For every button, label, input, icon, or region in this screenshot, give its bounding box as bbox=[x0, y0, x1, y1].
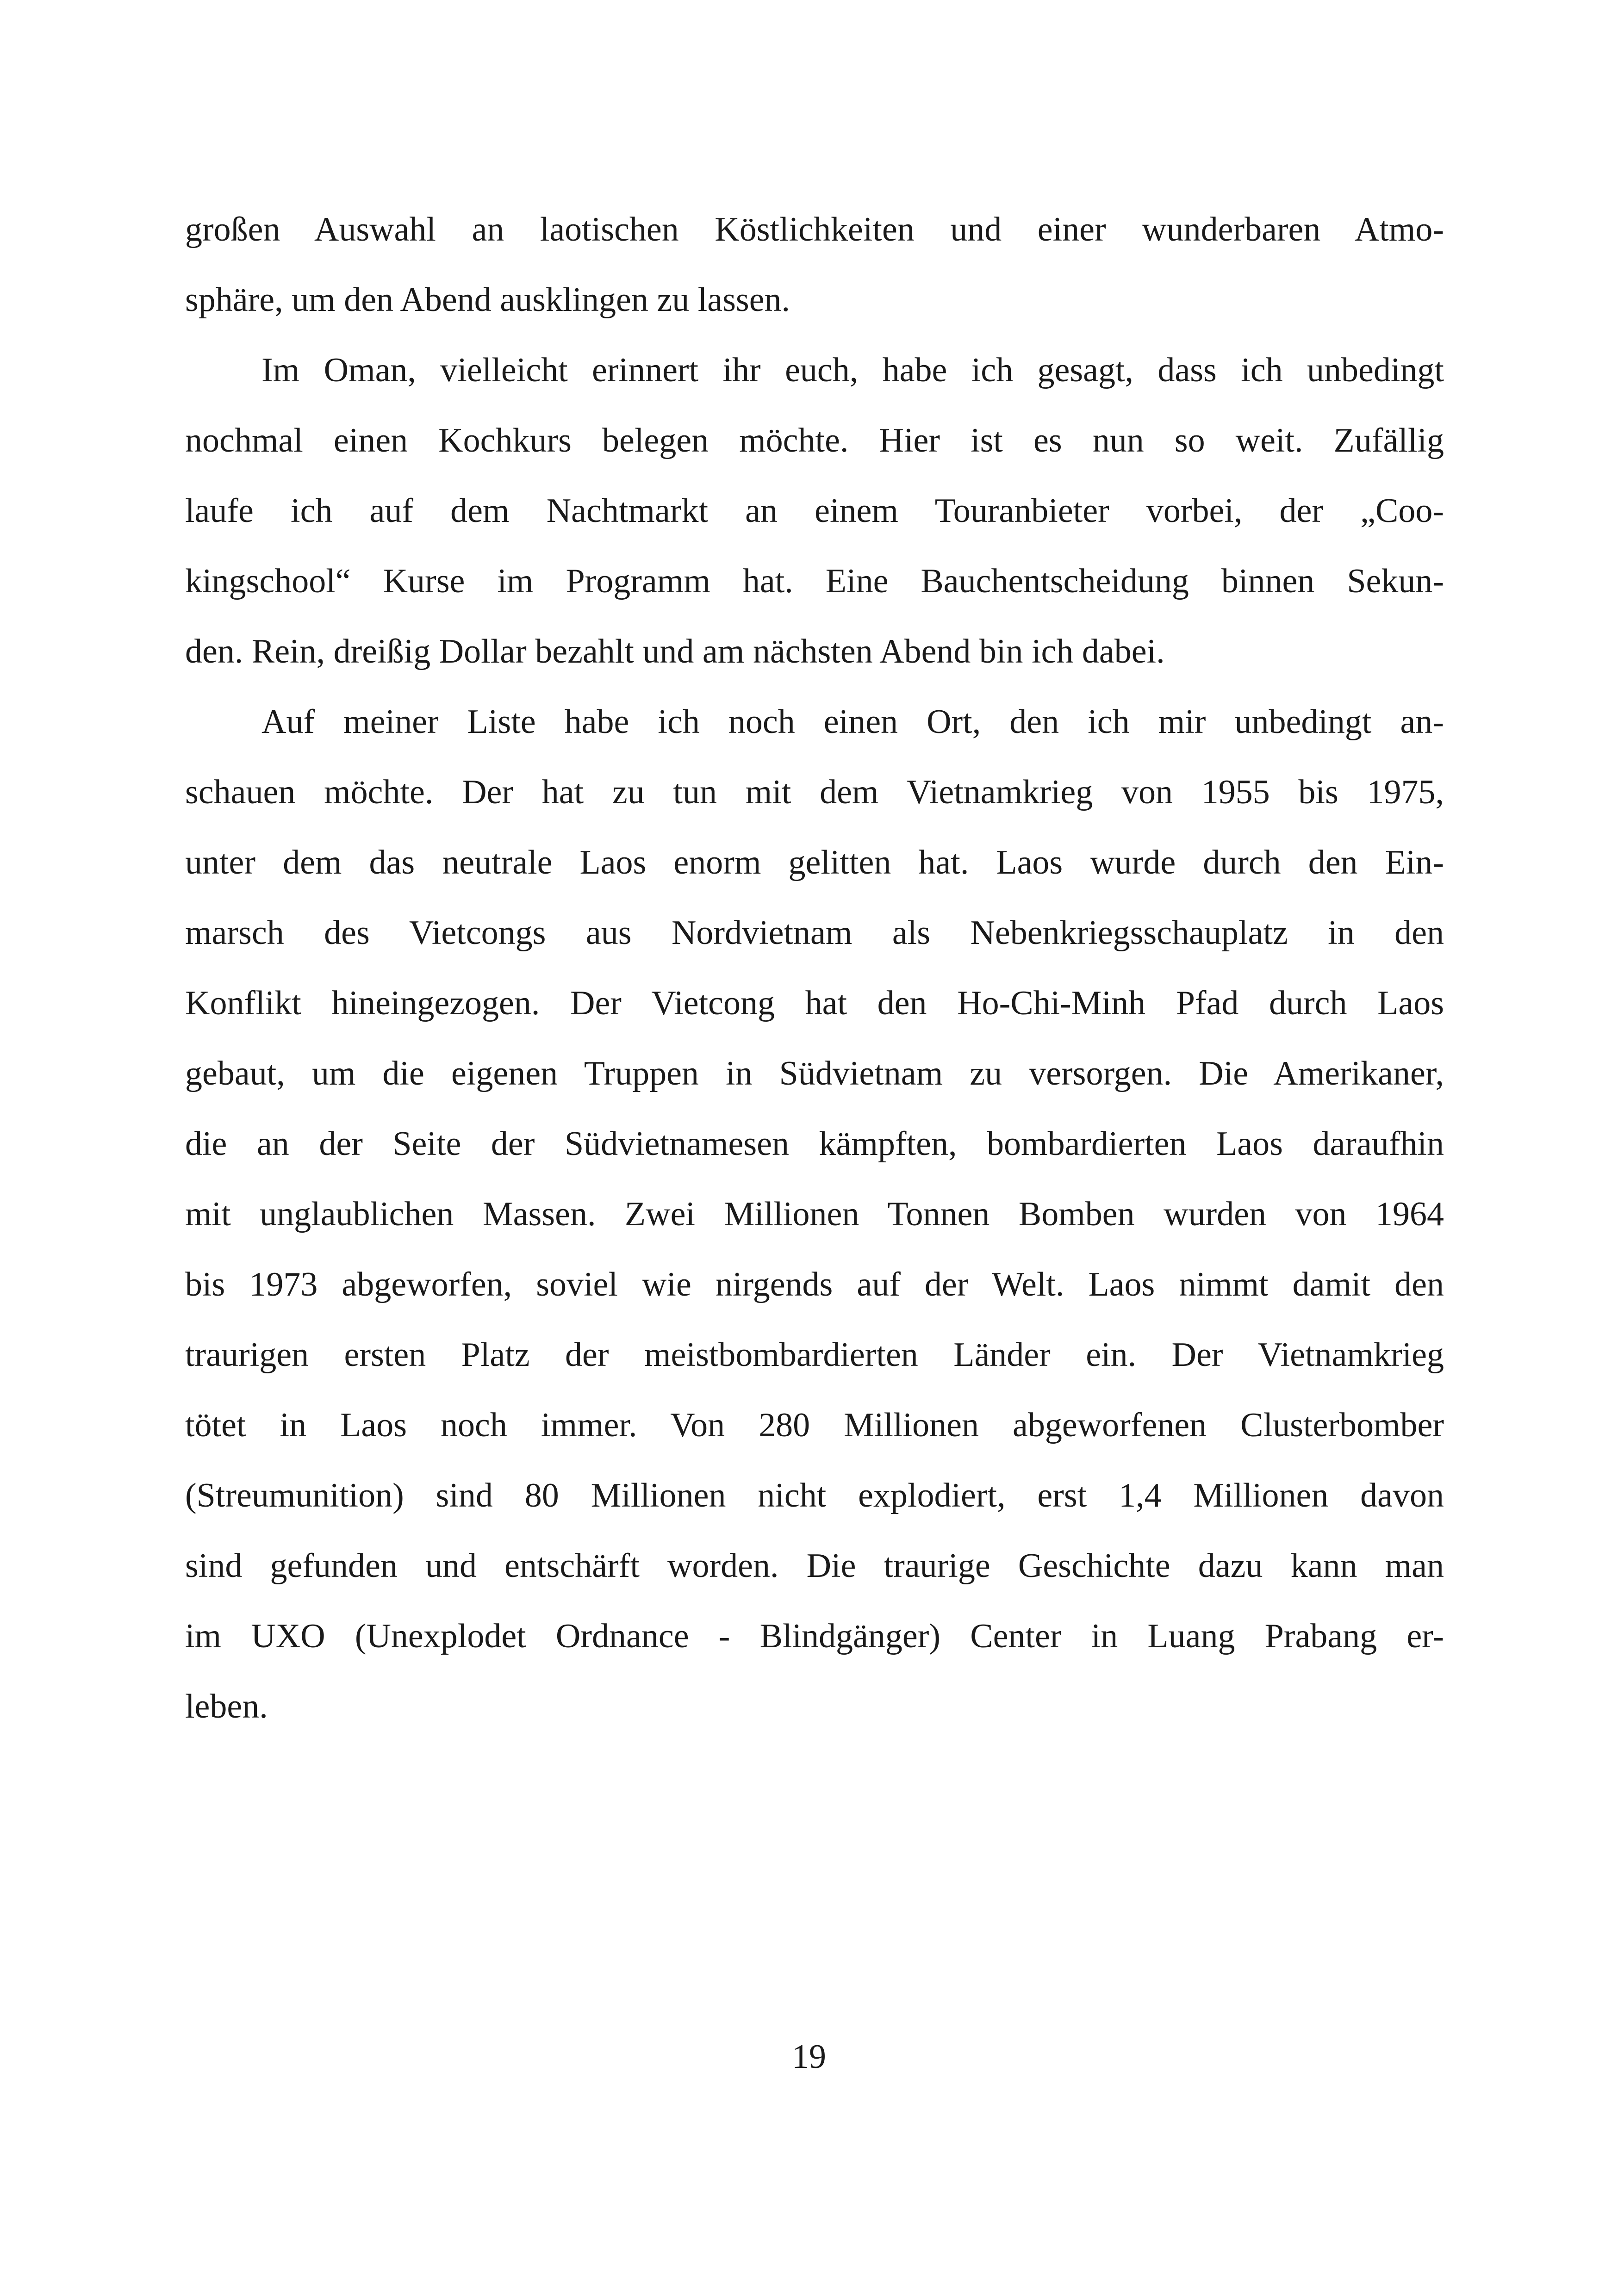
text-line: leben. bbox=[185, 1688, 268, 1725]
text-line: Im Oman, vielleicht erinnert ihr euch, habe ich gesagt, dass ich unbedingt bbox=[261, 351, 1444, 389]
text-line: traurigen ersten Platz der meistbombardierten Länder ein. Der Vietnamkrieg bbox=[185, 1336, 1444, 1374]
text-line: marsch des Vietcongs aus Nordvietnam als Nebenkriegsschauplatz in den bbox=[185, 914, 1444, 952]
text-line: unter dem das neutrale Laos enorm gelitten hat. Laos wurde durch den Ein- bbox=[185, 844, 1444, 881]
text-line: großen Auswahl an laotischen Köstlichkeiten und einer wunderbaren Atmo- bbox=[185, 211, 1444, 248]
text-line: nochmal einen Kochkurs belegen möchte. Hier ist es nun so weit. Zufällig bbox=[185, 422, 1444, 459]
text-line: (Streumunition) sind 80 Millionen nicht explodiert, erst 1,4 Millionen davon bbox=[185, 1477, 1444, 1514]
text-line: mit unglaublichen Massen. Zwei Millionen Tonnen Bomben wurden von 1964 bbox=[185, 1195, 1444, 1233]
text-line: laufe ich auf dem Nachtmarkt an einem Touranbieter vorbei, der „Coo- bbox=[185, 492, 1444, 530]
page-number: 19 bbox=[792, 2038, 826, 2076]
text-line: schauen möchte. Der hat zu tun mit dem Vietnamkrieg von 1955 bis 1975, bbox=[185, 773, 1444, 811]
text-line: im UXO (Unexplodet Ordnance - Blindgänger) Center in Luang Prabang er- bbox=[185, 1617, 1444, 1655]
text-line: sind gefunden und entschärft worden. Die traurige Geschichte dazu kann man bbox=[185, 1547, 1444, 1585]
text-line: den. Rein, dreißig Dollar bezahlt und am nächsten Abend bin ich dabei. bbox=[185, 633, 1165, 670]
text-line: kingschool“ Kurse im Programm hat. Eine Bauchentscheidung binnen Sekun- bbox=[185, 562, 1444, 600]
text-line: tötet in Laos noch immer. Von 280 Millionen abgeworfenen Clusterbomber bbox=[185, 1406, 1444, 1444]
text-line: sphäre, um den Abend ausklingen zu lassen. bbox=[185, 281, 790, 319]
text-line: die an der Seite der Südvietnamesen kämpften, bombardierten Laos daraufhin bbox=[185, 1125, 1444, 1163]
text-line: bis 1973 abgeworfen, soviel wie nirgends auf der Welt. Laos nimmt damit den bbox=[185, 1266, 1444, 1303]
text-line: Auf meiner Liste habe ich noch einen Ort, den ich mir unbedingt an- bbox=[261, 703, 1444, 741]
body-text bbox=[185, 194, 1444, 1742]
text-line: gebaut, um die eigenen Truppen in Südvietnam zu versorgen. Die Amerikaner, bbox=[185, 1055, 1444, 1092]
text-line: Konflikt hineingezogen. Der Vietcong hat den Ho-Chi-Minh Pfad durch Laos bbox=[185, 984, 1444, 1022]
